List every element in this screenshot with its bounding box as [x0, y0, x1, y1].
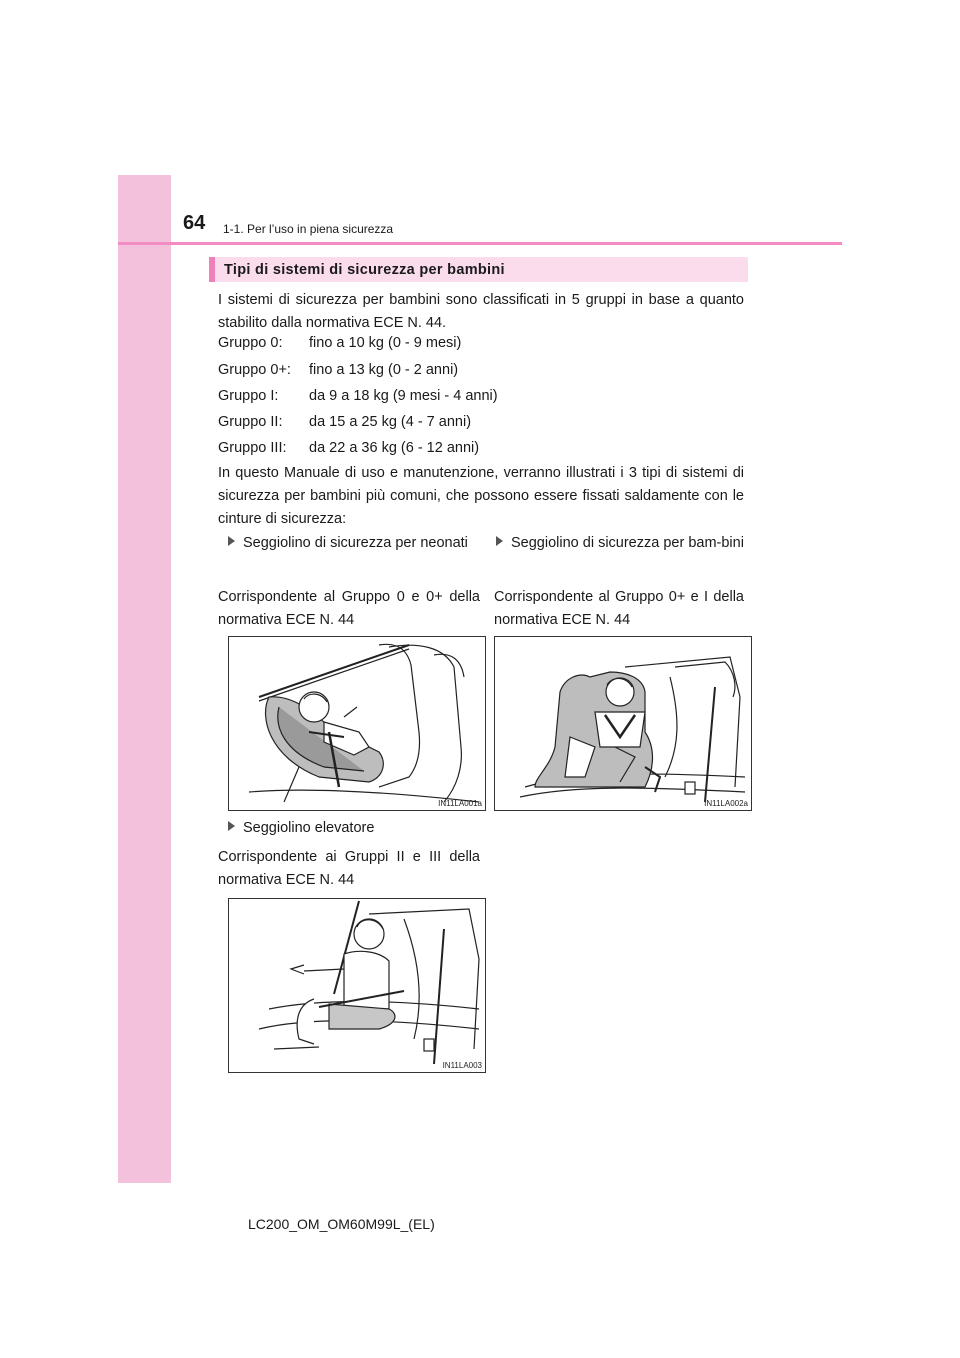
figure-code: IN11LA001a [438, 799, 482, 808]
figure-code: IN11LA002a [704, 799, 748, 808]
manual-note-paragraph: In questo Manuale di uso e manutenzione, verranno illustrati i 3 tipi di sistemi di sicurezza per bambini più comuni, che possono essere fissati saldamente con le cinture di sicurezza: [218, 465, 744, 527]
group-value: fino a 10 kg (0 - 9 mesi) [309, 335, 462, 351]
bullet-triangle-icon [228, 536, 235, 546]
group-label: Gruppo I: [218, 388, 279, 404]
section-heading-text: Tipi di sistemi di sicurezza per bambini [224, 261, 505, 278]
seat-title-text: Seggiolino elevatore [243, 820, 375, 836]
section-heading [209, 257, 748, 282]
header-rule [118, 242, 842, 245]
bullet-triangle-icon [228, 821, 235, 831]
booster-seat-illustration [228, 898, 486, 1073]
group-value: da 15 a 25 kg (4 - 7 anni) [309, 414, 472, 430]
group-row [218, 335, 461, 351]
group-label: Gruppo 0: [218, 335, 283, 351]
seat-title-booster [228, 817, 490, 840]
seat-description-infant: Corrispondente al Gruppo 0 e 0+ della normativa ECE N. 44 [218, 589, 480, 628]
page-number: 64 [183, 212, 206, 234]
group-label: Gruppo II: [218, 414, 283, 430]
seat-title-text: Seggiolino di sicurezza per bam-bini [511, 535, 744, 551]
group-row [218, 440, 479, 456]
section-reference: 1-1. Per l’uso in piena sicurezza [223, 222, 394, 236]
group-value: da 9 a 18 kg (9 mesi - 4 anni) [309, 388, 498, 404]
document-footer-code: LC200_OM_OM60M99L_(EL) [248, 1216, 435, 1232]
seat-description-booster: Corrispondente ai Gruppi II e III della normativa ECE N. 44 [218, 849, 480, 888]
seat-title-text: Seggiolino di sicurezza per neonati [243, 535, 468, 551]
group-value: da 22 a 36 kg (6 - 12 anni) [309, 440, 480, 456]
group-row [218, 388, 498, 404]
group-row [218, 414, 471, 430]
seat-description-child: Corrispondente al Gruppo 0+ e I della normativa ECE N. 44 [494, 589, 744, 628]
figure-code: IN11LA003 [442, 1061, 482, 1070]
bullet-triangle-icon [496, 536, 503, 546]
heading-accent-bar [209, 257, 215, 282]
group-label: Gruppo III: [218, 440, 287, 456]
chapter-sidebar [118, 175, 171, 1183]
intro-paragraph: I sistemi di sicurezza per bambini sono classificati in 5 gruppi in base a quanto stabilito dalla normativa ECE N. 44. [218, 292, 744, 331]
infant-seat-illustration [228, 636, 486, 811]
group-value: fino a 13 kg (0 - 2 anni) [309, 362, 459, 378]
child-seat-illustration [494, 636, 752, 811]
seat-title-child [496, 532, 746, 555]
seat-title-infant [228, 532, 490, 555]
group-row [218, 362, 458, 378]
group-label: Gruppo 0+: [218, 362, 291, 378]
